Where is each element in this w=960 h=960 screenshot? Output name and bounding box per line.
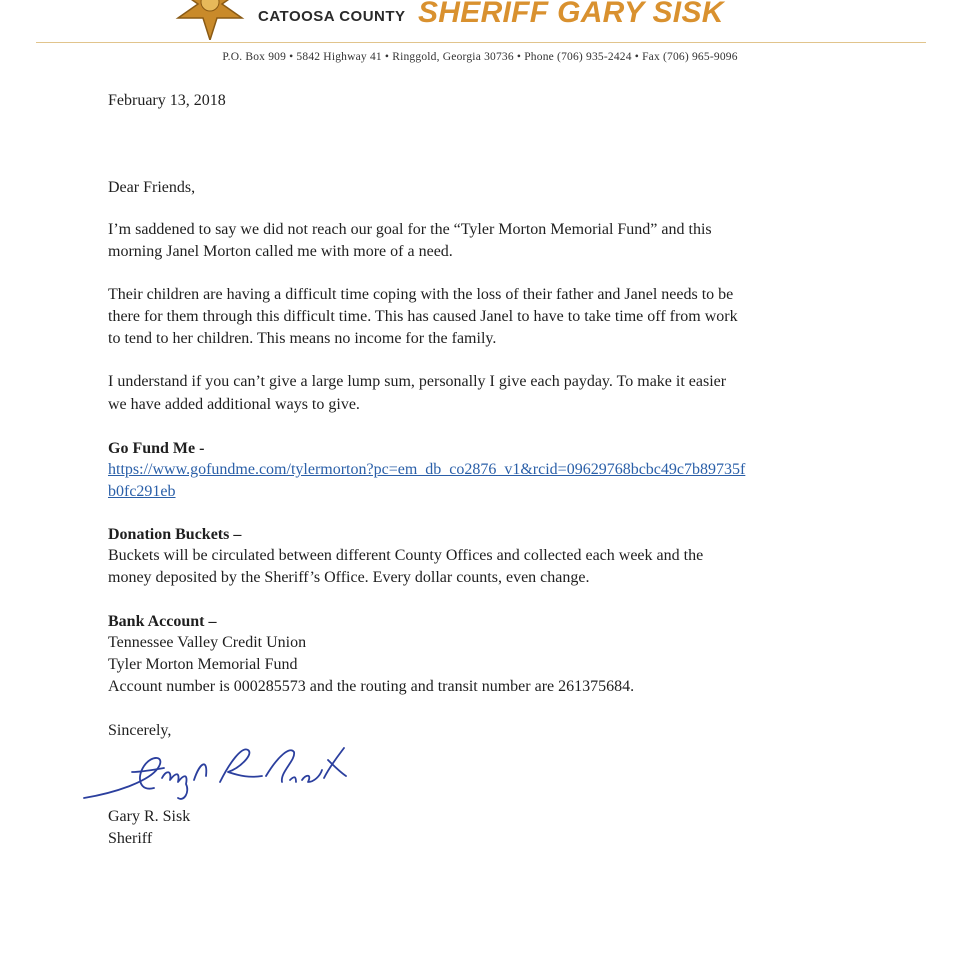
paragraph-line: I understand if you can’t give a large lump sum, personally I give each payday. To make it easier [108,373,727,390]
closing: Sincerely, [108,722,172,739]
gofundme-link[interactable]: https://www.gofundme.com/tylermorton?pc=em_db_co2876_v1&rcid=09629768bcbc49c7b89735f [108,461,746,478]
county-name: CATOOSA COUNTY [258,8,406,25]
paragraph-line: Their children are having a difficult time coping with the loss of their father and Janel needs to be [108,286,734,303]
gofundme-heading: Go Fund Me - [108,440,205,457]
paragraph-line: to tend to her children. This means no income for the family. [108,330,497,347]
signer-name: Gary R. Sisk [108,808,191,825]
bank-name: Tennessee Valley Credit Union [108,634,307,651]
paragraph-line: money deposited by the Sheriff’s Office. Every dollar counts, even change. [108,569,590,586]
paragraph-line: we have added additional ways to give. [108,396,360,413]
paragraph-line: morning Janel Morton called me with more of a need. [108,243,453,260]
account-details: Account number is 000285573 and the routing and transit number are 261375684. [108,678,635,695]
sheriff-title: SHERIFF GARY SISK [418,0,724,29]
signer-title: Sheriff [108,830,153,847]
sheriff-star-badge-icon [160,0,260,40]
letterhead-divider [36,42,926,43]
gofundme-link[interactable]: b0fc291eb [108,483,176,500]
donation-buckets-heading: Donation Buckets – [108,526,242,543]
paragraph-line: I’m saddened to say we did not reach our goal for the “Tyler Morton Memorial Fund” and this [108,221,712,238]
bank-account-heading: Bank Account – [108,613,217,630]
salutation: Dear Friends, [108,179,196,196]
letterhead-address: P.O. Box 909 • 5842 Highway 41 • Ringgold, Georgia 30736 • Phone (706) 935-2424 • Fax (706) 965-9096 [222,51,738,63]
fund-name: Tyler Morton Memorial Fund [108,656,298,673]
handwritten-signature [80,732,350,804]
paragraph-line: there for them through this difficult time. This has caused Janel to have to take time off from work [108,308,738,325]
paragraph-line: Buckets will be circulated between different County Offices and collected each week and the [108,547,704,564]
letter-date: February 13, 2018 [108,92,226,109]
